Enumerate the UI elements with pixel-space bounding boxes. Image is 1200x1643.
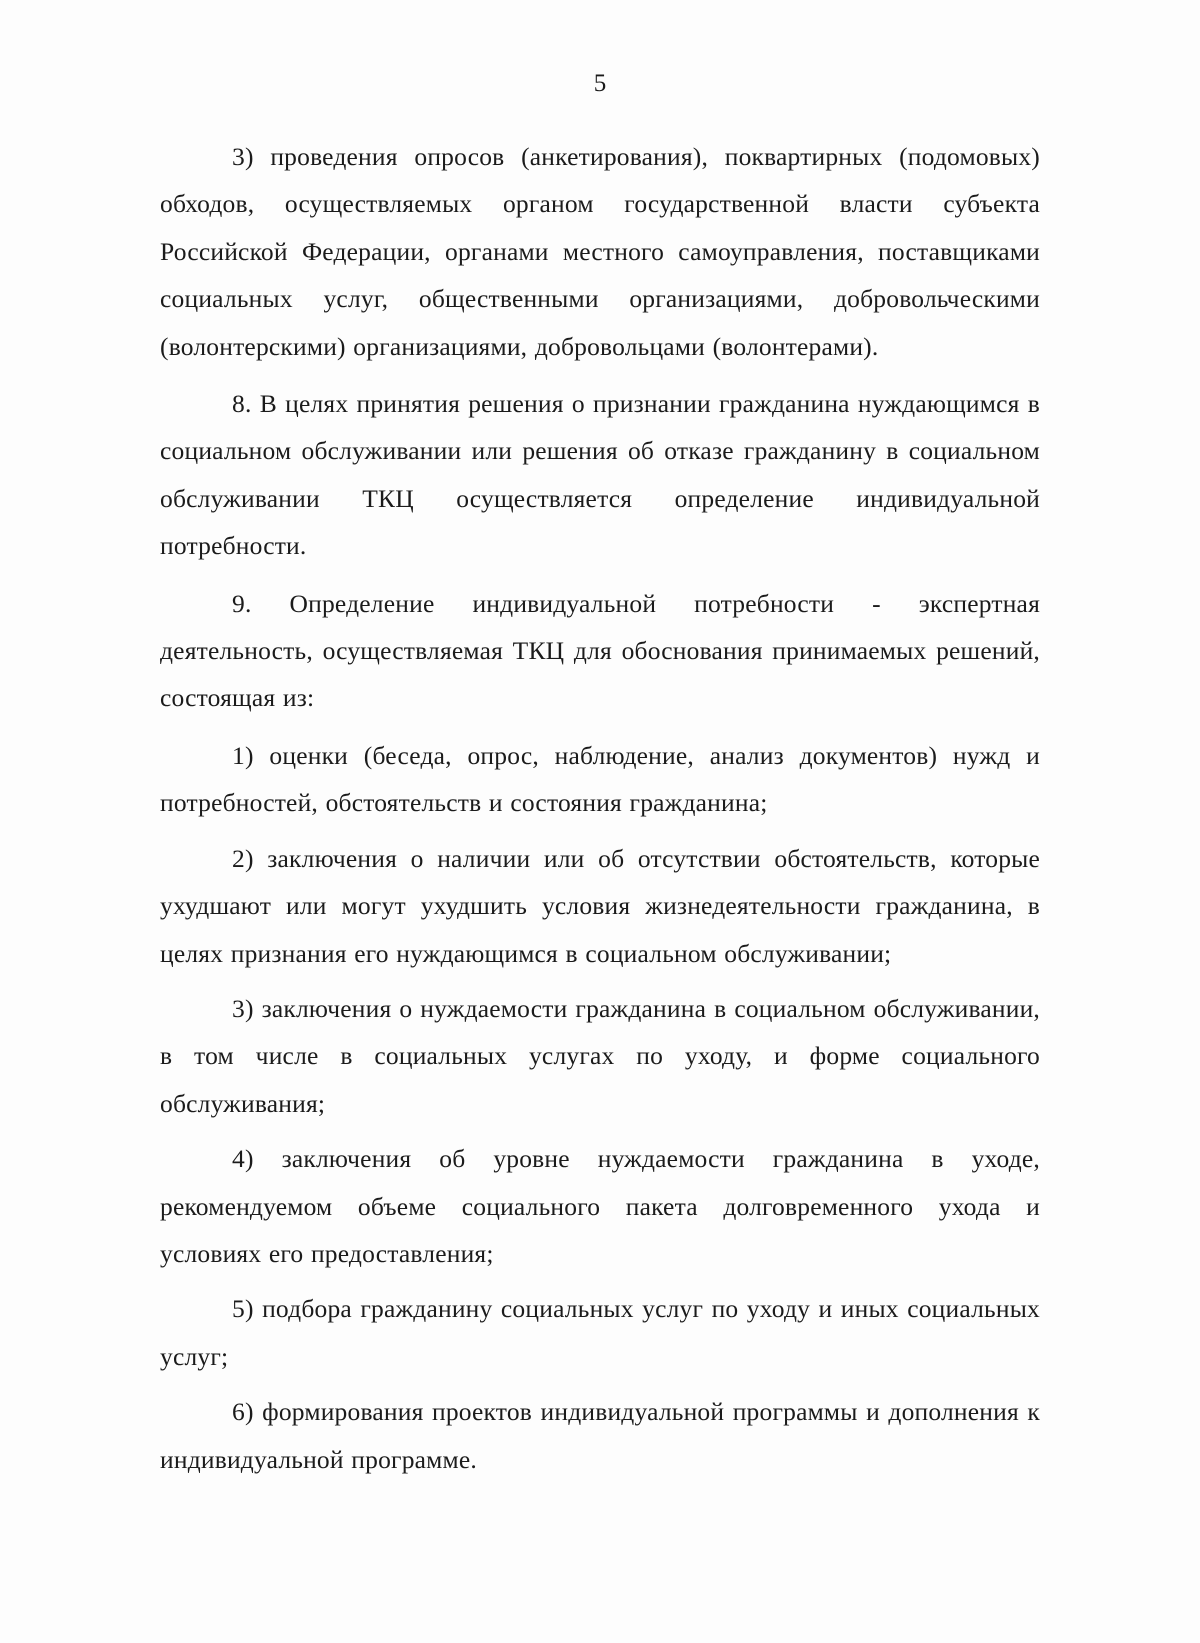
paragraph-item-2-circumstances: 2) заключения о наличии или об отсутствии обстоятельств, которые ухудшают или могут ухудшить условия жизнедеятельности гражданина, в целях признания его нуждающимся в социальном обслуживании;	[160, 843, 1040, 968]
paragraph-item-4-care-level: 4) заключения об уровне нуждаемости гражданина в уходе, рекомендуемом объеме социального пакета долговременного ухода и условиях его предоставления;	[160, 1144, 1040, 1268]
paragraph-item-1-assessment: 1) оценки (беседа, опрос, наблюдение, анализ документов) нужд и потребностей, обстоятельств и состояния гражданина;	[160, 740, 1040, 818]
paragraph-clause-9: 9. Определение индивидуальной потребности - экспертная деятельность, осуществляемая ТКЦ для обоснования принимаемых решений, состоящая из:	[160, 588, 1040, 713]
paragraph-item-3-surveys: 3) проведения опросов (анкетирования), поквартирных (подомовых) обходов, осуществляемых органом государственной власти субъекта Российской Федерации, органами местного самоуправления, поставщиками социальных услуг, общественными организациями, добровольческими (волонтерскими) организациями, добровольцами (волонтерами).	[160, 142, 1040, 361]
paragraph-item-6-program: 6) формирования проектов индивидуальной программы и дополнения к индивидуальной программе.	[160, 1397, 1040, 1474]
paragraph-item-3-need: 3) заключения о нуждаемости гражданина в социальном обслуживании, в том числе в социальных услугах по уходу, и форме социального обслуживания;	[160, 993, 1040, 1118]
document-body	[160, 133, 1040, 1483]
paragraph-item-5-services: 5) подбора гражданину социальных услуг по уходу и иных социальных услуг;	[160, 1294, 1040, 1371]
page-number: 5	[593, 70, 607, 97]
paragraph-clause-8: 8. В целях принятия решения о признании гражданина нуждающимся в социальном обслуживании или решения об отказе гражданину в социальном обслуживании ТКЦ осуществляется определение индивидуальной потребности.	[160, 389, 1040, 561]
